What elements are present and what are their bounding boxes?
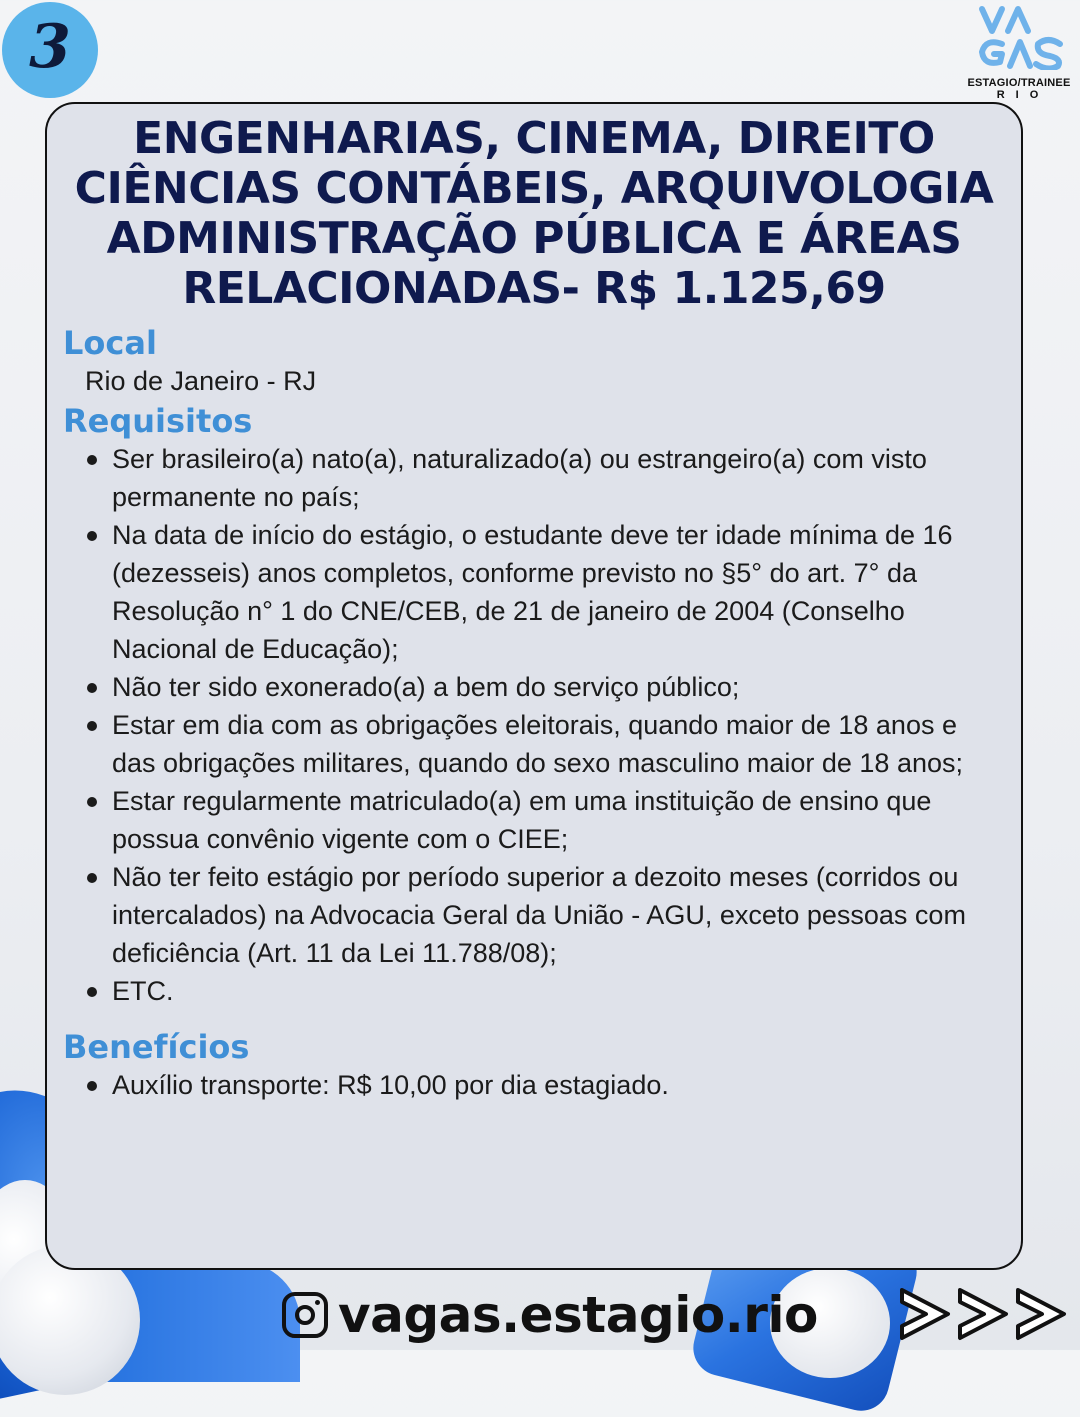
instagram-handle: vagas.estagio.rio [338,1286,818,1344]
list-item: ETC. [63,972,1005,1010]
requisitos-heading: Requisitos [63,402,253,440]
job-title [63,114,1005,314]
beneficios-heading: Benefícios [63,1028,250,1066]
job-title-line: CIÊNCIAS CONTÁBEIS, ARQUIVOLOGIA [74,163,994,214]
list-item: Não ter sido exonerado(a) a bem do serviço público; [63,668,1005,706]
page-number-badge [2,2,98,98]
logo-mark [960,4,1078,73]
beneficios-list [63,1066,1005,1104]
logo-subtitle: ESTAGIO/TRAINEE [967,77,1071,89]
list-item: Estar regularmente matriculado(a) em uma instituição de ensino que possua convênio vigente com o CIEE; [63,782,1005,858]
list-item: Auxílio transporte: R$ 10,00 por dia estagiado. [63,1066,1005,1104]
brand-logo [960,4,1078,100]
job-card [45,102,1023,1270]
page-number: 3 [29,12,71,82]
job-title-line: ADMINISTRAÇÃO PÚBLICA E ÁREAS [106,213,962,264]
list-item: Na data de início do estágio, o estudante deve ter idade mínima de 16 (dezesseis) anos completos, conforme previsto no §5° do art. 7° da Resolução n° 1 do CNE/CEB, de 21 de janeiro de 2004 (Conselho Nacional de Educação); [63,516,1005,668]
instagram-handle-link[interactable] [282,1284,818,1346]
logo-vagas-icon [964,4,1074,70]
job-title-line: ENGENHARIAS, CINEMA, DIREITO [133,113,935,164]
list-item: Estar em dia com as obrigações eleitorais, quando maior de 18 anos e das obrigações militares, quando do sexo masculino maior de 18 anos; [63,706,1005,782]
job-title-line: RELACIONADAS- R$ 1.125,69 [182,263,886,314]
requisitos-list [63,440,1005,1010]
list-item: Ser brasileiro(a) nato(a), naturalizado(a) ou estrangeiro(a) com visto permanente no país; [63,440,1005,516]
list-item: Não ter feito estágio por período superior a dezoito meses (corridos ou intercalados) na Advocacia Geral da União - AGU, exceto pessoas com deficiência (Art. 11 da Lei 11.788/08); [63,858,1005,972]
location-value: Rio de Janeiro - RJ [85,366,317,396]
logo-city: RIO [996,89,1050,101]
instagram-icon [282,1292,328,1338]
local-heading: Local [63,324,157,362]
next-arrows-icon[interactable] [896,1282,1076,1346]
